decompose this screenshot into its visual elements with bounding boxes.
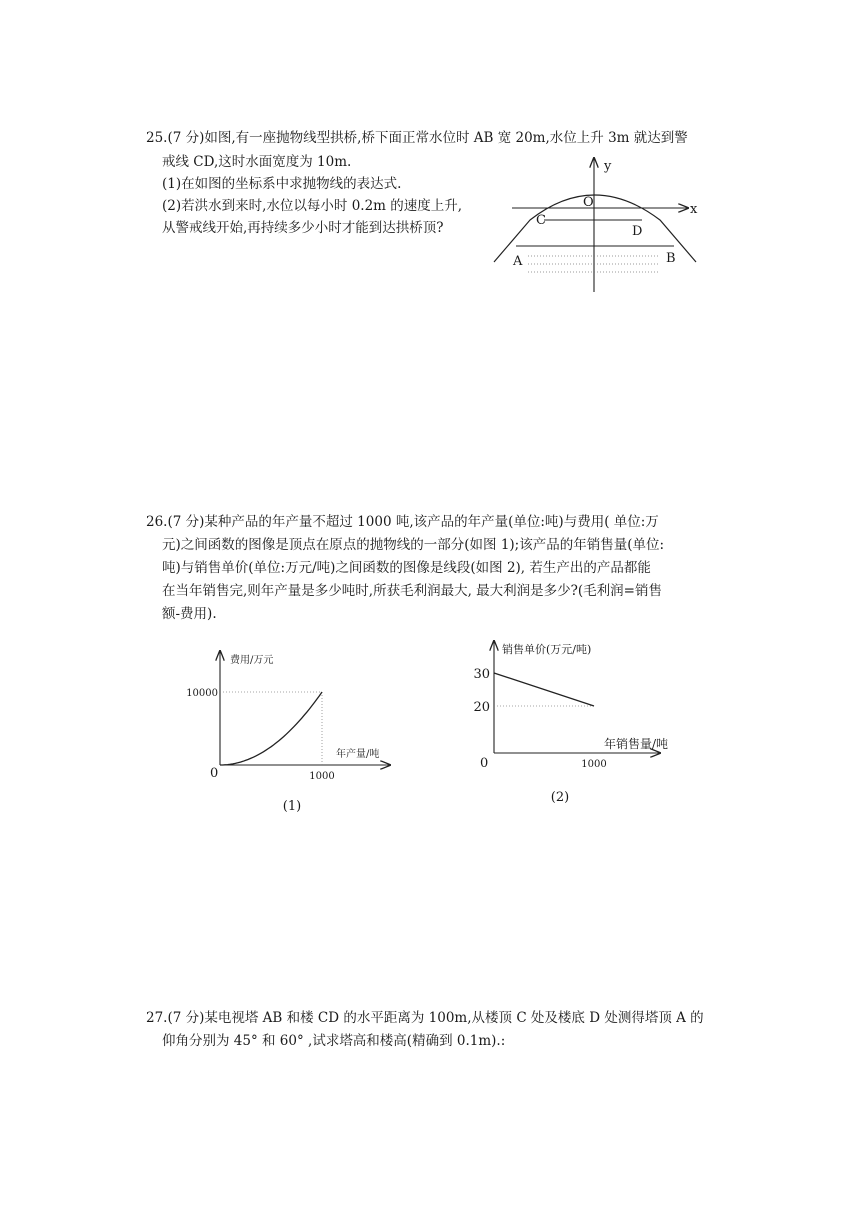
chart1-ylabel: 费用/万元 bbox=[230, 655, 274, 666]
chart1-origin: 0 bbox=[210, 766, 219, 781]
label-origin: O bbox=[583, 195, 594, 210]
bridge-figure bbox=[480, 150, 720, 300]
q26-line-1: 26.(7 分)某种产品的年产量不超过 1000 吨,该产品的年产量(单位:吨)与费用( 单位:万 bbox=[146, 514, 659, 530]
label-d: D bbox=[632, 224, 643, 239]
q25-line-2: 戒线 CD,这时水面宽度为 10m. bbox=[162, 154, 352, 170]
label-a: A bbox=[513, 254, 523, 269]
chart1-caption: (1) bbox=[282, 799, 302, 814]
q27-line-1: 27.(7 分)某电视塔 AB 和楼 CD 的水平距离为 100m,从楼顶 C 处及楼底 D 处测得塔顶 A 的 bbox=[146, 1010, 704, 1026]
chart1-series-line bbox=[220, 692, 322, 765]
chart1-y-tick: 10000 bbox=[186, 688, 218, 699]
chart2-y-tick-20: 20 bbox=[473, 700, 490, 715]
q25-line-3: (1)在如图的坐标系中求抛物线的表达式. bbox=[162, 176, 402, 192]
label-y: y bbox=[604, 159, 612, 174]
label-x: x bbox=[690, 202, 698, 217]
chart2-ylabel: 销售单价(万元/吨) bbox=[502, 643, 592, 656]
chart-1 bbox=[186, 645, 400, 820]
chart2-origin: 0 bbox=[480, 756, 489, 771]
chart1-xlabel: 年产量/吨 bbox=[336, 749, 380, 760]
chart2-x-tick: 1000 bbox=[581, 759, 607, 770]
q25-line-5: 从警戒线开始,再持续多少小时才能到达拱桥顶? bbox=[162, 220, 444, 236]
chart2-xlabel: 年销售量/吨 bbox=[604, 737, 669, 751]
q25-line-4: (2)若洪水到来时,水位以每小时 0.2m 的速度上升, bbox=[162, 198, 463, 214]
q26-line-2: 元)之间函数的图像是顶点在原点的抛物线的一部分(如图 1);该产品的年销售量(单位: bbox=[162, 537, 665, 553]
chart2-y-tick-30: 30 bbox=[473, 667, 490, 682]
q26-line-4: 在当年销售完,则年产量是多少吨时,所获毛利润最大, 最大利润是多少?(毛利润=销售 bbox=[162, 583, 662, 599]
q25-line-1: 25.(7 分)如图,有一座抛物线型拱桥,桥下面正常水位时 AB 宽 20m,水位上升 3m 就达到警 bbox=[146, 130, 688, 146]
q27-line-2: 仰角分别为 45° 和 60° ,试求塔高和楼高(精确到 0.1m).: bbox=[162, 1033, 506, 1049]
q26-line-3: 吨)与销售单价(单位:万元/吨)之间函数的图像是线段(如图 2), 若生产出的产品都能 bbox=[162, 560, 651, 576]
chart2-series-line bbox=[494, 673, 594, 706]
label-c: C bbox=[536, 213, 546, 228]
q26-line-5: 额-费用). bbox=[162, 606, 217, 622]
label-b: B bbox=[666, 251, 676, 266]
chart1-x-tick: 1000 bbox=[309, 771, 335, 782]
chart2-caption: (2) bbox=[550, 790, 570, 805]
chart-2 bbox=[470, 635, 670, 810]
